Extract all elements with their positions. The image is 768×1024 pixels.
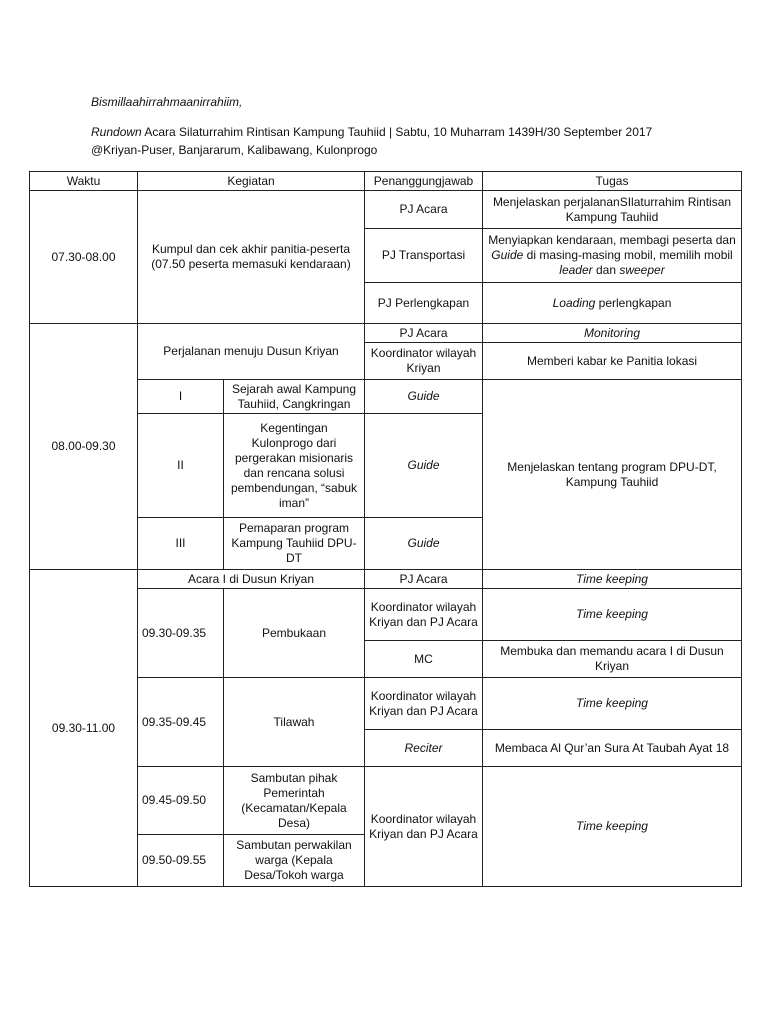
task-cell: Monitoring	[483, 324, 742, 343]
time-cell: 09.30-11.00	[30, 570, 138, 887]
header-tugas: Tugas	[483, 172, 742, 191]
activity-cell: Pembukaan	[224, 589, 365, 678]
event-title	[91, 123, 691, 159]
activity-cell: Tilawah	[224, 678, 365, 767]
header-waktu: Waktu	[30, 172, 138, 191]
time-cell: 08.00-09.30	[30, 324, 138, 570]
task-cell: Time keeping	[483, 570, 742, 589]
task-cell: Time keeping	[483, 678, 742, 730]
activity-cell: Sambutan pihak Pemerintah (Kecamatan/Kepala Desa)	[224, 767, 365, 835]
header-penanggungjawab: Penanggungjawab	[365, 172, 483, 191]
session-topic: Sejarah awal Kampung Tauhiid, Cangkringan	[224, 380, 365, 414]
sub-time-cell: 09.45-09.50	[138, 767, 224, 835]
session-number: I	[138, 380, 224, 414]
intro	[91, 93, 691, 159]
pj-cell: Koordinator wilayah Kriyan dan PJ Acara	[365, 589, 483, 641]
task-cell: Menjelaskan perjalananSIlaturrahim Rintisan Kampung Tauhiid	[483, 191, 742, 229]
pj-cell: PJ Acara	[365, 324, 483, 343]
pj-cell: Guide	[365, 518, 483, 570]
pj-cell: Guide	[365, 414, 483, 518]
time-cell: 07.30-08.00	[30, 191, 138, 324]
header-kegiatan: Kegiatan	[138, 172, 365, 191]
table-row	[30, 324, 742, 343]
pj-cell: PJ Perlengkapan	[365, 283, 483, 324]
activity-cell: Kumpul dan cek akhir panitia-peserta (07.50 peserta memasuki kendaraan)	[138, 191, 365, 324]
task-cell: Menjelaskan tentang program DPU-DT, Kampung Tauhiid	[483, 380, 742, 570]
session-topic: Kegentingan Kulonprogo dari pergerakan misionaris dan rencana solusi pembendungan, “sabuk iman”	[224, 414, 365, 518]
task-cell: Menyiapkan kendaraan, membagi peserta dan Guide di masing-masing mobil, memilih mobil leader dan sweeper	[483, 229, 742, 283]
task-cell: Time keeping	[483, 589, 742, 641]
event-title-text: Acara Silaturrahim Rintisan Kampung Tauhiid | Sabtu, 10 Muharram 1439H/30 September 2017 @Kriyan-Puser, Banjararum, Kalibawang, Kulonprogo	[91, 125, 653, 157]
activity-cell: Perjalanan menuju Dusun Kriyan	[138, 324, 365, 380]
pj-cell: Koordinator wilayah Kriyan	[365, 343, 483, 380]
session-topic: Pemaparan program Kampung Tauhiid DPU-DT	[224, 518, 365, 570]
session-number: II	[138, 414, 224, 518]
table-row	[30, 570, 742, 589]
pj-cell: Guide	[365, 380, 483, 414]
rundown-word: Rundown	[91, 125, 142, 139]
rundown-table	[29, 171, 742, 887]
sub-time-cell: 09.30-09.35	[138, 589, 224, 678]
sub-time-cell: 09.35-09.45	[138, 678, 224, 767]
task-cell: Membuka dan memandu acara I di Dusun Kriyan	[483, 641, 742, 678]
header-row	[30, 172, 742, 191]
pj-cell: MC	[365, 641, 483, 678]
pj-cell: Reciter	[365, 730, 483, 767]
pj-cell: PJ Transportasi	[365, 229, 483, 283]
table-row	[30, 191, 742, 229]
pj-cell: Koordinator wilayah Kriyan dan PJ Acara	[365, 767, 483, 887]
greeting: Bismillaahirrahmaanirrahiim,	[91, 95, 243, 109]
activity-cell: Acara I di Dusun Kriyan	[138, 570, 365, 589]
pj-cell: PJ Acara	[365, 570, 483, 589]
task-cell: Membaca Al Qur’an Sura At Taubah Ayat 18	[483, 730, 742, 767]
task-cell: Memberi kabar ke Panitia lokasi	[483, 343, 742, 380]
pj-cell: Koordinator wilayah Kriyan dan PJ Acara	[365, 678, 483, 730]
task-cell: Loading perlengkapan	[483, 283, 742, 324]
task-cell: Time keeping	[483, 767, 742, 887]
sub-time-cell: 09.50-09.55	[138, 835, 224, 887]
session-number: III	[138, 518, 224, 570]
pj-cell: PJ Acara	[365, 191, 483, 229]
activity-cell: Sambutan perwakilan warga (Kepala Desa/Tokoh warga	[224, 835, 365, 887]
